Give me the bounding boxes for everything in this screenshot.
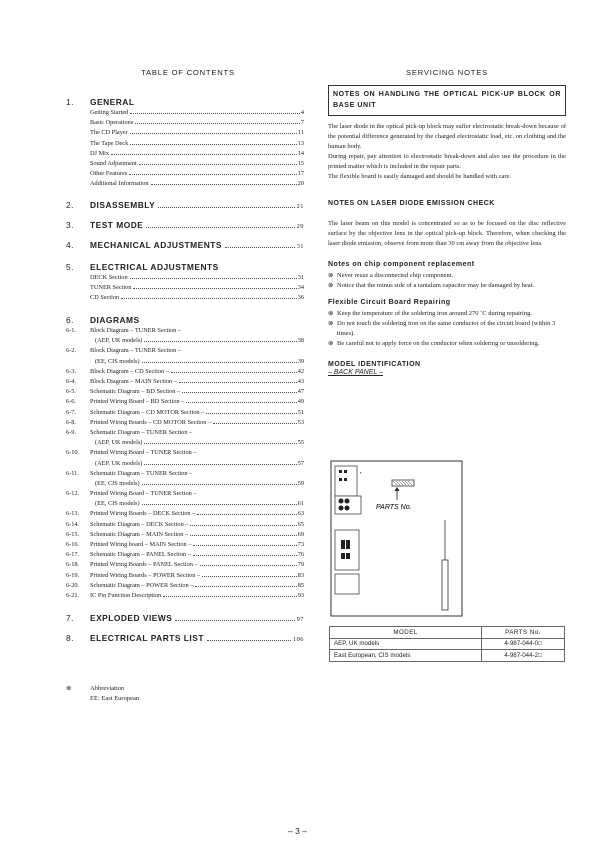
- dot-leader: [130, 144, 296, 145]
- toc-entry-page: 47: [297, 388, 304, 396]
- toc-entry-page: 4: [300, 109, 304, 116]
- toc-entry: [66, 479, 304, 489]
- toc-entry: [66, 469, 304, 479]
- toc-entry-page: 43: [297, 378, 304, 385]
- toc-entry-title: IC Pin Function Description: [90, 591, 162, 599]
- toc-entry-title: Printed Wiring Boards – PANEL Section –: [90, 561, 198, 569]
- list-item-text: Do not touch the soldering iron on the same conductor of the circuit board (within 3 times).: [337, 320, 556, 337]
- dot-leader: [133, 288, 296, 289]
- voltage-block: [335, 574, 359, 594]
- flex-board-heading: Flexible Circuit Board Repairing: [328, 299, 451, 306]
- toc-entry-number: 6-9.: [66, 428, 76, 436]
- list-item-text: Be careful not to apply force on the conductor when soldering or unsoldering.: [337, 340, 540, 347]
- toc-entry: [66, 273, 304, 283]
- optical-pickup-notice-box: NOTES ON HANDLING THE OPTICAL PICK-UP BLOCK OR BASE UNIT: [328, 85, 566, 116]
- toc-entry-page: 34: [297, 283, 304, 291]
- dot-leader: [206, 413, 296, 414]
- dot-leader: [144, 443, 296, 444]
- speaker-terminal: [339, 506, 344, 511]
- dot-leader: [175, 620, 294, 621]
- toc-entry-page: 63: [297, 510, 304, 518]
- toc-entry-title: Block Diagram – TUNER Section –: [90, 347, 182, 355]
- toc-section-heading: [66, 240, 304, 250]
- connector-pin: [339, 470, 342, 473]
- bullet-mark: ⊗: [328, 282, 334, 289]
- toc-entry-title: The Tape Deck: [90, 139, 129, 147]
- toc-entry-number: 6-7.: [66, 408, 76, 416]
- toc-section-heading: [66, 200, 304, 210]
- toc-entry-page: 79: [297, 561, 304, 569]
- bullet-mark: ⊗: [328, 272, 334, 279]
- toc-entry-number: 6-20.: [66, 581, 80, 589]
- connector-pin: [339, 478, 342, 481]
- toc-section-heading: [66, 220, 304, 230]
- list-item-text: Never reuse a disconnected chip component.: [337, 272, 454, 279]
- laser-check-heading: NOTES ON LASER DIODE EMISSION CHECK: [328, 200, 495, 207]
- toc-section-number: 6.: [66, 315, 74, 326]
- toc-entry: [66, 139, 304, 149]
- parts-cell: 4-987-044-2□: [482, 650, 565, 662]
- model-parts-table: [329, 626, 565, 662]
- toc-entry: [66, 489, 304, 499]
- toc-entry-page: 85: [297, 581, 304, 589]
- dot-leader: [202, 576, 297, 577]
- bullet-mark: ⊗: [328, 310, 334, 317]
- toc-entry-title: Other Features: [90, 170, 128, 178]
- toc-section-heading: [66, 97, 304, 107]
- model-identification-heading: MODEL IDENTIFICATION: [328, 361, 421, 368]
- toc-entry-title: (EE, CIS models): [95, 479, 140, 487]
- toc-entry: [66, 571, 304, 581]
- dot-leader: [193, 555, 297, 556]
- abbreviation-title: Abbreviation: [90, 685, 125, 692]
- dot-leader: [179, 382, 297, 383]
- toc-entry: [66, 159, 304, 169]
- toc-entry: [66, 387, 304, 397]
- parts-no-callout: PARTS No.: [376, 504, 412, 511]
- toc-entry-title: Schematic Diagram – BD Section –: [90, 388, 181, 396]
- toc-entry: [66, 499, 304, 509]
- toc-entry-title: DJ Mix: [90, 149, 110, 157]
- toc-entry-title: (EE, CIS models): [95, 357, 140, 365]
- toc-entry: [66, 418, 304, 428]
- laser-check-text: The laser beam on this model is concentrated so as to be focused on the disc reflective surface by the objective lens in the optical pick-up block. Therefore, when checking the laser diode emission, observe from more than 30 cm away from the objective lens.: [328, 220, 566, 247]
- dot-leader: [135, 123, 300, 124]
- dot-leader: [182, 392, 297, 393]
- table-of-contents: [66, 68, 304, 643]
- toc-entry-page: 51: [297, 408, 304, 416]
- dot-leader: [163, 596, 297, 597]
- toc-entry-page: 53: [297, 418, 304, 426]
- dot-leader: [171, 372, 297, 373]
- dot-leader: [142, 484, 297, 485]
- toc-section-title: MECHANICAL ADJUSTMENTS: [90, 239, 222, 250]
- toc-entry-page: 20: [297, 180, 304, 188]
- page-number: – 3 –: [288, 826, 307, 836]
- dot-leader: [130, 133, 297, 134]
- toc-entry-title: Additional Information: [90, 180, 149, 188]
- toc-section-heading: [66, 613, 304, 623]
- list-item: [328, 339, 566, 349]
- power-cord: [442, 560, 448, 610]
- toc-entry: [66, 438, 304, 448]
- dot-leader: [195, 586, 296, 587]
- speaker-terminal-block: [335, 496, 361, 514]
- toc-entry-number: 6-12.: [66, 490, 80, 498]
- abbreviation-note: [66, 684, 139, 703]
- list-item-text: Notice that the minus side of a tantalum capacitor may be damaged by heat.: [337, 282, 535, 289]
- toc-entry-title: (AEP, UK models): [95, 439, 143, 447]
- dot-leader: [225, 247, 295, 248]
- dot-leader: [146, 227, 294, 228]
- dot-leader: [197, 514, 296, 515]
- toc-section-page: 21: [296, 202, 304, 210]
- toc-entry-number: 6-18.: [66, 561, 80, 569]
- toc-entry-number: 6-5.: [66, 388, 76, 396]
- toc-entry: [66, 509, 304, 519]
- toc-entry: [66, 179, 304, 189]
- toc-section-number: 7.: [66, 613, 74, 624]
- toc-section-heading: [66, 315, 304, 325]
- dot-leader: [207, 640, 291, 641]
- antenna-block: [335, 530, 359, 570]
- toc-entry: [66, 118, 304, 128]
- toc-entry-number: 6-13.: [66, 510, 80, 518]
- speaker-terminal: [345, 506, 350, 511]
- toc-section-number: 5.: [66, 261, 74, 272]
- toc-entry-page: 31: [297, 273, 304, 281]
- toc-section-title: ELECTRICAL ADJUSTMENTS: [90, 261, 219, 272]
- back-panel-illustration: [330, 460, 464, 618]
- toc-entry: [66, 326, 304, 336]
- toc-entry: [66, 108, 304, 118]
- toc-entry-page: 15: [297, 159, 304, 167]
- toc-entry-number: 6-1.: [66, 327, 76, 335]
- toc-entry-title: DECK Section: [90, 273, 128, 281]
- toc-entry-title: Printed Wiring Board – TUNER Section –: [90, 449, 197, 457]
- toc-entry-title: Printed Wiring board – MAIN Section –: [90, 541, 192, 548]
- list-item: [328, 309, 566, 319]
- table-row: [330, 650, 565, 662]
- model-cell: AEP, UK models: [330, 638, 482, 650]
- toc-entry-page: 76: [297, 551, 304, 559]
- toc-entry-title: Block Diagram – CD Section –: [90, 367, 169, 375]
- chip-replacement-list: [328, 271, 566, 291]
- dot-leader: [144, 464, 296, 465]
- toc-entry: [66, 530, 304, 540]
- toc-entry-number: 6-10.: [66, 449, 80, 457]
- toc-title: TABLE OF CONTENTS: [141, 68, 235, 77]
- toc-entry: [66, 591, 304, 601]
- toc-entry: [66, 357, 304, 367]
- toc-entry: [66, 128, 304, 138]
- toc-entry: [66, 550, 304, 560]
- toc-entry: [66, 581, 304, 591]
- toc-entry-title: The CD Player: [90, 129, 128, 137]
- list-item: [328, 319, 566, 339]
- toc-entry: [66, 520, 304, 530]
- toc-entry-page: 7: [300, 119, 304, 127]
- abbreviation-mark: ⊗: [66, 685, 72, 692]
- toc-entry-title: (AEP, UK models): [95, 337, 143, 345]
- toc-section-number: 2.: [66, 199, 74, 210]
- toc-entry-title: Printed Wiring Boards – CD MOTOR Section –: [90, 418, 212, 426]
- dot-leader: [190, 525, 296, 526]
- dot-leader: [158, 207, 294, 208]
- model-column-header: MODEL: [330, 627, 482, 639]
- parts-column-header: PARTS No.: [482, 627, 565, 639]
- toc-section-title: DISASSEMBLY: [90, 199, 156, 210]
- toc-entry-number: 6-19.: [66, 571, 80, 579]
- toc-entry-title: Block Diagram – MAIN Section –: [90, 378, 177, 385]
- toc-entry: [66, 540, 304, 550]
- toc-entry-page: 73: [297, 541, 304, 548]
- toc-entry-page: 11: [297, 129, 304, 137]
- toc-section-title: ELECTRICAL PARTS LIST: [90, 633, 204, 644]
- toc-entry-title: Schematic Diagram – CD MOTOR Section –: [90, 408, 205, 416]
- toc-entry-page: 49: [297, 398, 304, 406]
- toc-entry-number: 6-8.: [66, 418, 76, 426]
- table-row: [330, 638, 565, 650]
- toc-entry: [66, 169, 304, 179]
- model-cell: East European, CIS models: [330, 650, 482, 662]
- list-item: [328, 271, 566, 281]
- toc-entry-title: Printed Wiring Board – BD Section –: [90, 398, 185, 406]
- dot-leader: [190, 535, 297, 536]
- toc-entry-page: 13: [297, 139, 304, 147]
- toc-entry-page: 55: [297, 439, 304, 447]
- toc-entry-title: Schematic Diagram – TUNER Section –: [90, 428, 193, 436]
- toc-entry-page: 93: [297, 591, 304, 599]
- dot-leader: [151, 184, 297, 185]
- toc-entry-number: 6-4.: [66, 378, 76, 385]
- svg-text:▪: ▪: [360, 470, 362, 475]
- toc-entry-page: 61: [297, 500, 304, 508]
- toc-entry-title: Sound Adjustment: [90, 159, 137, 167]
- dot-leader: [130, 113, 300, 114]
- pickup-handling-text: The laser diode in the optical pick-up block may suffer electrostatic break-down because of the potential difference generated by the charged electrostatic load, etc. on clothing and the human body. During repair, pay attention to electrostatic break-down and also use the procedure in the printed matter which is included in the repair parts. The flexible board is easily damaged and should be handled with care.: [328, 123, 566, 180]
- toc-entry: [66, 397, 304, 407]
- toc-section-number: 3.: [66, 219, 74, 230]
- toc-entry-page: 17: [297, 170, 304, 178]
- toc-section-heading: [66, 633, 304, 643]
- toc-entry-title: Schematic Diagram – PANEL Section –: [90, 551, 191, 559]
- bullet-mark: ⊗: [328, 340, 334, 347]
- toc-entry: [66, 293, 304, 303]
- toc-entry-title: Schematic Diagram – TUNER Section –: [90, 469, 193, 477]
- toc-entry-title: Printed Wiring Boards – POWER Section –: [90, 571, 201, 579]
- toc-entry-number: 6-21.: [66, 591, 80, 599]
- toc-entry-page: 57: [297, 459, 304, 467]
- toc-entry-number: 6-3.: [66, 367, 76, 375]
- toc-entry-page: 14: [297, 149, 304, 157]
- dot-leader: [213, 423, 297, 424]
- dot-leader: [144, 341, 296, 342]
- servicing-notes: [328, 68, 566, 376]
- toc-section-heading: [66, 262, 304, 272]
- toc-entry: [66, 448, 304, 458]
- toc-entry-title: CD Section: [90, 293, 120, 301]
- toc-entry-number: 6-11.: [66, 469, 79, 477]
- toc-section-page: 106: [292, 636, 304, 644]
- speaker-terminal: [345, 499, 350, 504]
- abbreviation-text: EE: East European: [90, 694, 140, 702]
- dot-leader: [142, 362, 297, 363]
- toc-entry-number: 6-16.: [66, 541, 80, 548]
- toc-entry-number: 6-6.: [66, 398, 76, 406]
- toc-entry-title: (AEP, UK models): [95, 459, 143, 467]
- toc-entry: [66, 346, 304, 356]
- toc-entry-page: 65: [297, 520, 304, 528]
- toc-entry: [66, 560, 304, 570]
- toc-entry-page: 39: [297, 357, 304, 365]
- toc-section-title: DIAGRAMS: [90, 315, 140, 326]
- toc-entry: [66, 459, 304, 469]
- list-item-text: Keep the temperature of the soldering iron around 270 ˚C during repairing.: [337, 310, 532, 317]
- toc-entry-title: Basic Operations: [90, 119, 134, 127]
- toc-entry-title: Printed Wiring Board – TUNER Section –: [90, 490, 197, 498]
- speaker-terminal: [339, 499, 344, 504]
- toc-section-number: 8.: [66, 633, 74, 644]
- toc-entry-page: 42: [297, 367, 304, 375]
- back-panel-label: – BACK PANEL –: [328, 369, 383, 376]
- toc-section-page: 31: [296, 242, 304, 250]
- dot-leader: [186, 402, 296, 403]
- toc-entry: [66, 336, 304, 346]
- dot-leader: [121, 298, 296, 299]
- toc-entry-title: Schematic Diagram – POWER Section –: [90, 581, 194, 589]
- dot-leader: [200, 565, 297, 566]
- toc-entry: [66, 283, 304, 293]
- dot-leader: [111, 154, 297, 155]
- toc-entry-number: 6-14.: [66, 520, 80, 528]
- toc-entry-title: Schematic Diagram – DECK Section –: [90, 520, 189, 528]
- toc-entry-title: Schematic Diagram – MAIN Section –: [90, 530, 189, 538]
- toc-body: [66, 97, 304, 643]
- toc-section-title: TEST MODE: [90, 219, 144, 230]
- connector-pin: [344, 478, 347, 481]
- parts-cell: 4-987-044-0□: [482, 638, 565, 650]
- chip-replacement-heading: Notes on chip component replacement: [328, 261, 475, 268]
- toc-section-number: 4.: [66, 239, 74, 250]
- toc-entry-title: (EE, CIS models): [95, 500, 140, 508]
- dot-leader: [193, 545, 296, 546]
- toc-section-page: 97: [296, 616, 304, 624]
- flex-board-list: [328, 309, 566, 349]
- dot-leader: [129, 174, 296, 175]
- toc-entry: [66, 367, 304, 377]
- toc-entry-page: 83: [297, 571, 304, 579]
- toc-entry-page: 69: [297, 530, 304, 538]
- toc-entry: [66, 428, 304, 438]
- toc-entry-number: 6-17.: [66, 551, 80, 559]
- toc-section-title: EXPLODED VIEWS: [90, 613, 173, 624]
- toc-entry-page: 36: [297, 293, 304, 301]
- toc-entry-title: Printed Wiring Boards – DECK Section –: [90, 510, 196, 518]
- toc-entry-number: 6-15.: [66, 530, 80, 538]
- toc-section-number: 1.: [66, 97, 74, 107]
- toc-entry-number: 6-2.: [66, 347, 76, 355]
- connector-pin: [344, 470, 347, 473]
- toc-entry-page: 38: [297, 337, 304, 345]
- dot-leader: [130, 278, 297, 279]
- servicing-notes-title: SERVICING NOTES: [406, 68, 488, 77]
- toc-entry-page: 59: [297, 479, 304, 487]
- toc-entry-title: Block Diagram – TUNER Section –: [90, 327, 182, 335]
- list-item: [328, 281, 566, 291]
- dot-leader: [142, 504, 297, 505]
- toc-entry-title: TUNER Section: [90, 283, 132, 291]
- toc-section-page: 29: [296, 222, 304, 230]
- bullet-mark: ⊗: [328, 320, 334, 327]
- toc-entry: [66, 408, 304, 418]
- dot-leader: [139, 164, 297, 165]
- toc-entry: [66, 149, 304, 159]
- toc-section-title: GENERAL: [90, 97, 135, 107]
- toc-entry-title: Getting Started: [90, 109, 129, 116]
- toc-entry: [66, 377, 304, 387]
